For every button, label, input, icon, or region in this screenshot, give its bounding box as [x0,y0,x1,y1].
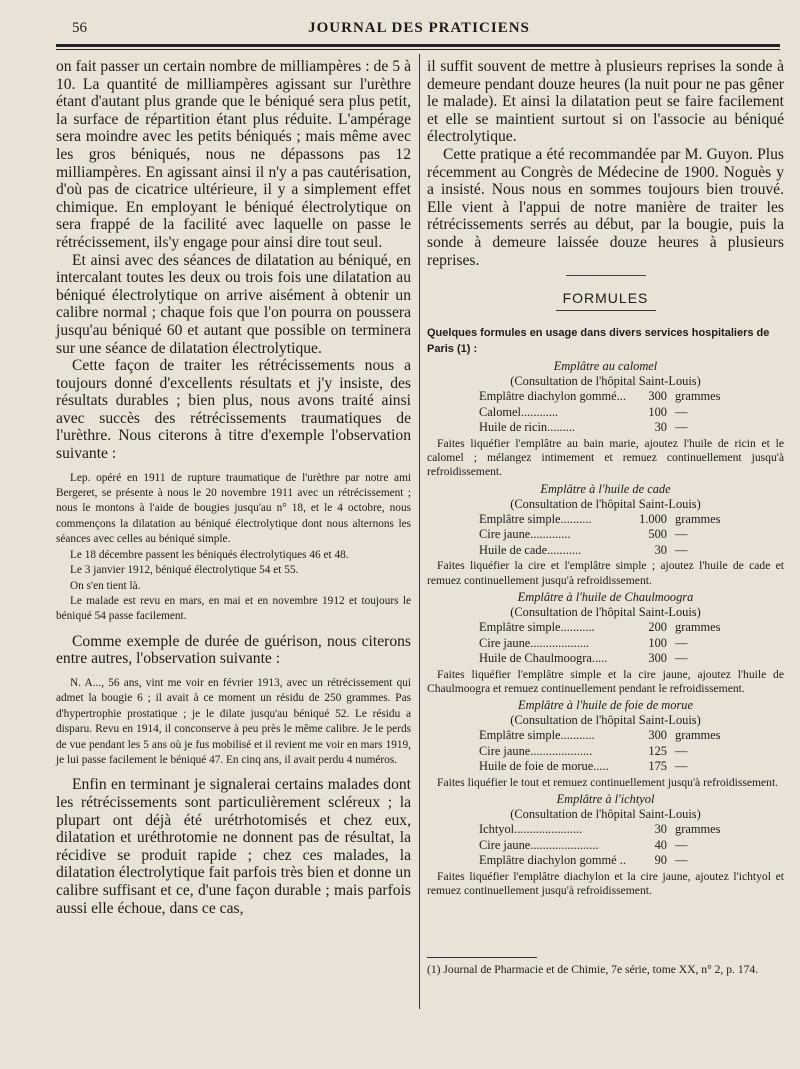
column-divider [419,54,420,1009]
ingredient-unit: — [675,635,688,650]
ingredient-row [427,838,739,854]
paragraph: on fait passer un certain nombre de milliampères : de 5 à 10. La quantité de milliampères agissant sur l'urèthre étant d'autant plus grande que le béniqué sera plus petit, la surface de répartition étant plus réduite. L'ampérage sera moindre avec les petits béniqués ; mais même avec les gros béniqués, nous ne dépassons pas 12 milliampères. En agissant ainsi il n'y a pas cautérisation, d'où pas de cicatrice ultérieure, il y a simplement effet chimique. En employant le béniqué électrolytique on sera frappé de la facilité avec laquelle on passe le rétrécissement, ils'y engage pour ainsi dire tout seul. [56,58,411,251]
ingredient-quantity: 300 [648,389,667,404]
footnote: (1) Journal de Pharmacie et de Chimie, 7e série, tome XX, n° 2, p. 174. [427,963,759,976]
ingredient-unit: — [675,542,688,557]
recipe-instructions: Faites liquéfier l'emplâtre simple et la cire jaune, ajoutez l'huile de Chaulmoogra et remuez continuellement pendant le refroidissement. [427,667,784,696]
ingredient-row [427,759,739,775]
page-number: 56 [72,20,87,36]
ingredient-row [427,620,739,636]
ingredient-name: Ichtyol...................... [479,822,583,837]
recipe-list [427,359,784,899]
recipe-instructions: Faites liquéfier l'emplâtre diachylon et la cire jaune, ajoutez l'ichtyol et remuez continuellement jusqu'à refroidissement. [427,869,784,898]
observation-text: Le malade est revu en mars, en mai et en novembre 1912 et toujours le béniqué 54 passe facilement. [56,594,411,623]
ingredient-name: Huile de foie de morue..... [479,759,609,774]
recipe [427,590,784,696]
ingredient-unit: grammes [675,511,721,526]
recipe-source: (Consultation de l'hôpital Saint-Louis) [510,807,701,822]
ingredient-quantity: 175 [648,759,667,774]
observation-text: On s'en tient là. [70,579,141,592]
paragraph: Comme exemple de durée de guérison, nous citerons entre autres, l'observation suivante : [56,632,411,668]
ingredient-quantity: 200 [648,620,667,635]
recipe [427,482,784,588]
ingredient-quantity: 90 [654,853,667,868]
header-rule [56,44,780,47]
section-title: FORMULES [562,290,649,307]
recipe-title: Emplâtre à l'ichtyol [556,792,655,807]
ingredient-name: Cire jaune............. [479,527,571,542]
recipe-instructions: Faites liquéfier la cire et l'emplâtre simple ; ajoutez l'huile de cade et remuez continuellement jusqu'à refroidissement. [427,559,784,587]
title-underline [556,310,656,311]
ingredient-row [427,728,739,744]
ingredient-quantity: 1.000 [639,511,667,526]
ingredient-quantity: 30 [654,542,667,557]
recipe-title: Emplâtre au calomel [553,359,658,374]
observation-text: N. A..., 56 ans, vint me voir en février 1913, avec un rétrécissement qui admet la bougie 6 ; il avait à ce moment un résidu de 250 grammes. Pas d'hypertrophie prostatique ; je le dilate jusqu'au béniqué 52. Le résidu a disparu. Revu en 1914, il conconserve à peu près le même calibre. Je le perds de vue pendant les 5 ans où je fus mobilisé et il revient me voir en mars 1919, je lui passe facilement le béniqué 47. En cinq ans, il avait perdu 4 numéros. [56,676,411,766]
ingredient-row [427,651,739,667]
ingredient-unit: grammes [675,728,721,743]
paragraph: il suffit souvent de mettre à plusieurs reprises la sonde à demeure pendant douze heures (la nuit pour ne pas gêner le malade). Et ainsi la dilatation peut se faire facilement et elle se maintient surtout si on l'associe au béniqué électrolytique. [427,58,784,146]
ingredient-name: Cire jaune.................... [479,743,593,758]
ingredient-name: Calomel............ [479,404,559,419]
formulas-intro: Quelques formules en usage dans divers services hospitaliers de Paris (1) : [427,327,770,356]
ingredient-quantity: 300 [648,728,667,743]
paragraph: Cette pratique a été recommandée par M. Guyon. Plus récemment au Congrès de Médecine de 1900. Noguès y a insisté. Nous nous en sommes toujours bien trouvé. Elle vient à l'appui de notre manière de traiter les rétrécissements serrés au début, par la bougie, puis la sonde à demeure laissée douze heures à plusieurs reprises. [427,145,784,269]
section-separator [566,275,646,276]
ingredient-unit: — [675,837,688,852]
ingredient-row [427,527,739,543]
recipe-instructions: Faites liquéfier le tout et remuez continuellement jusqu'à refroidissement. [437,775,779,789]
ingredient-name: Huile de ricin......... [479,420,576,435]
ingredient-quantity: 125 [648,743,667,758]
ingredient-name: Cire jaune................... [479,635,590,650]
page-header [60,18,778,40]
ingredient-unit: grammes [675,822,721,837]
ingredient-quantity: 100 [648,404,667,419]
recipe-instructions: Faites liquéfier l'emplâtre au bain marie, ajoutez l'huile de ricin et le calomel ; mélangez intimement et remuez continuellement jusqu'à refroidissement. [427,436,784,479]
ingredient-name: Emplâtre diachylon gommé .. [479,853,626,868]
recipe-source: (Consultation de l'hôpital Saint-Louis) [510,713,701,728]
ingredient-quantity: 30 [654,420,667,435]
header-rule-thin [56,49,780,50]
observation-text: Le 3 janvier 1912, béniqué électrolytique 54 et 55. [70,564,299,577]
ingredient-unit: — [675,404,688,419]
ingredient-row [427,389,739,405]
right-column [427,58,784,901]
ingredient-unit: — [675,651,688,666]
recipe [427,698,784,790]
left-column [56,58,411,917]
recipe-title: Emplâtre à l'huile de foie de morue [518,698,693,713]
ingredient-unit: grammes [675,620,721,635]
ingredient-unit: — [675,759,688,774]
ingredient-row [427,822,739,838]
ingredient-row [427,420,739,436]
ingredient-unit: — [675,527,688,542]
ingredient-quantity: 100 [648,635,667,650]
ingredient-quantity: 300 [648,651,667,666]
ingredient-name: Huile de cade........... [479,542,582,557]
recipe-source: (Consultation de l'hôpital Saint-Louis) [510,374,701,389]
ingredient-name: Emplâtre simple........... [479,620,595,635]
ingredient-name: Huile de Chaulmoogra..... [479,651,608,666]
ingredient-unit: — [675,853,688,868]
ingredient-row [427,512,739,528]
ingredient-unit: — [675,743,688,758]
recipe-source: (Consultation de l'hôpital Saint-Louis) [510,605,701,620]
ingredient-quantity: 500 [648,527,667,542]
ingredient-name: Emplâtre simple........... [479,728,595,743]
recipe [427,359,784,480]
observation-text: Lep. opéré en 1911 de rupture traumatique de l'urèthre par notre ami Bergeret, se présente à nous le 20 novembre 1911 avec un rétrécissement ; nous le montons à l'aide de bougies jusqu'au n° 18, et le 4 octobre, nous commençons la dilatation au béniqué électrolytique dont nous alternons les séances avec celles au béniqué simple. [56,471,411,546]
ingredient-row [427,543,739,559]
ingredient-unit: — [675,420,688,435]
journal-title: JOURNAL DES PRATICIENS [308,20,530,36]
footnote-rule [427,957,537,958]
ingredient-row [427,744,739,760]
ingredient-row [427,405,739,421]
ingredient-name: Emplâtre diachylon gommé... [479,389,626,404]
paragraph: Enfin en terminant je signalerai certains malades dont les rétrécissements sont particulièrement scléreux ; la plupart ont déjà été urétrhotomisés et chez eux, dilatation et uréthrotomie ne donnent pas de résultat, la récidive se produit rapide ; chez ces malades, la dilatation électrolytique fait parfois très bien et donne un calibre suffisant et ce, d'une façon durable ; mais parfois aussi elle échoue, dans ce cas, [56,776,411,917]
ingredient-name: Cire jaune...................... [479,837,599,852]
ingredient-unit: grammes [675,389,721,404]
recipe-title: Emplâtre à l'huile de cade [540,481,671,496]
recipe-title: Emplâtre à l'huile de Chaulmoogra [517,590,694,605]
ingredient-name: Emplâtre simple.......... [479,511,592,526]
ingredient-quantity: 30 [654,822,667,837]
ingredient-quantity: 40 [654,837,667,852]
observation-text: Le 18 décembre passent les béniqués électrolytiques 46 et 48. [70,548,349,561]
recipe-source: (Consultation de l'hôpital Saint-Louis) [510,496,701,511]
recipe [427,792,784,898]
ingredient-row [427,853,739,869]
paragraph: Cette façon de traiter les rétrécissements nous a toujours donné d'excellents résultats et j'y insiste, des résultats durables ; bien plus, nous avons traité ainsi avec succès des rétrécissements traumatiques de l'urèthre. Nous citerons à titre d'exemple l'observation suivante : [56,357,411,463]
ingredient-row [427,636,739,652]
paragraph: Et ainsi avec des séances de dilatation au béniqué, en intercalant toutes les deux ou trois fois une dilatation au béniqué électrolytique on arrive aisément à obtenir un calibre normal ; chaque fois que l'on pourra on poussera jusqu'au béniqué 60 et autant que possible on terminera sur une séance de dilatation électrolytique. [56,251,411,357]
